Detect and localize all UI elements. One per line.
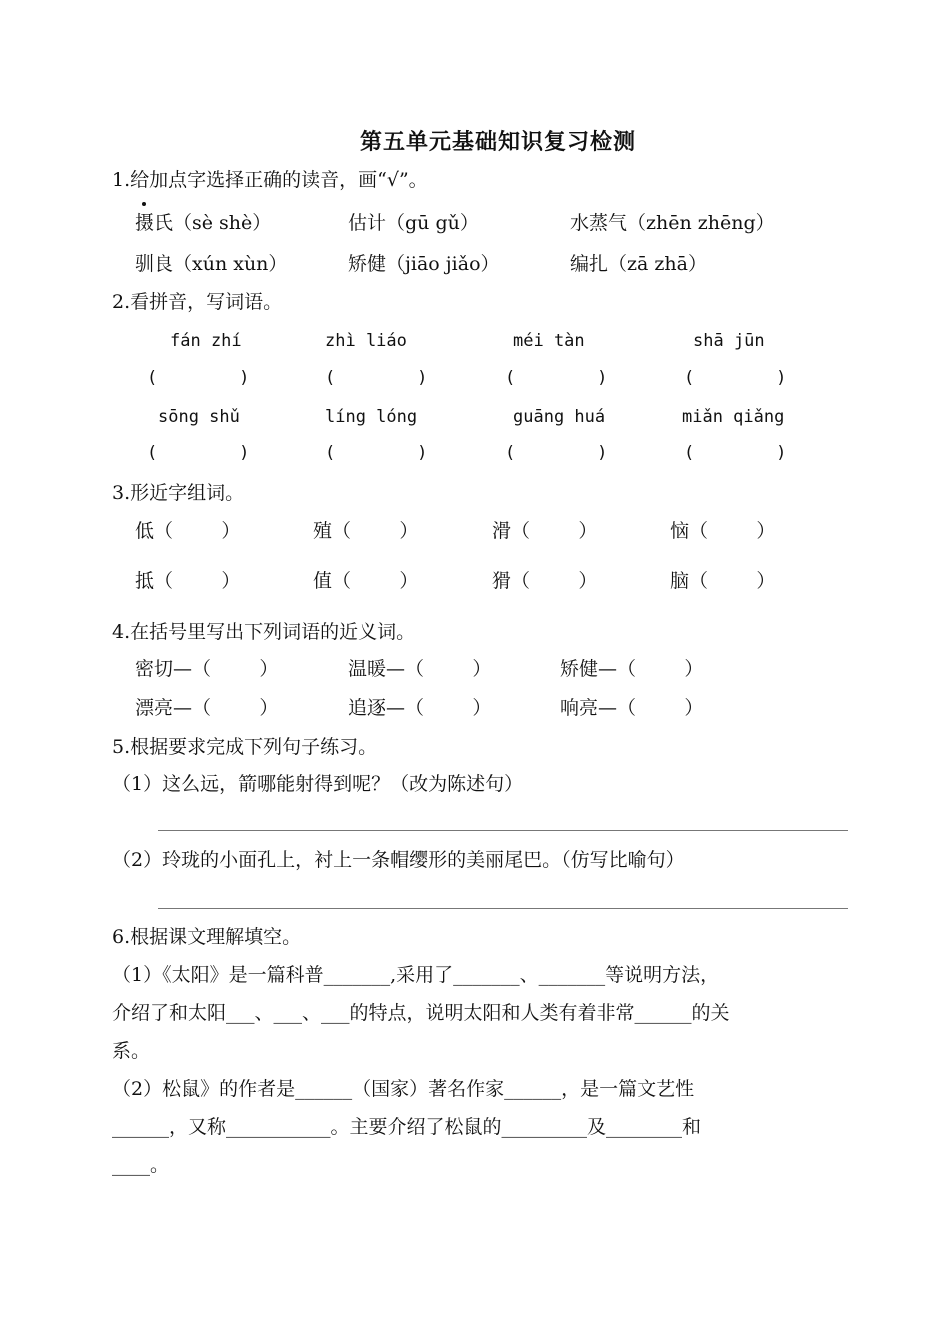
answer-blank[interactable]: ( ) bbox=[505, 443, 608, 463]
synonym-item: 矫健—（ ） bbox=[560, 658, 704, 680]
pinyin: shā jūn bbox=[693, 331, 765, 351]
q1-item: 摄氏（sè shè） bbox=[135, 212, 272, 234]
answer-line[interactable] bbox=[158, 908, 848, 909]
q6-text: （1）《太阳》是一篇科普_______,采用了_______、_______等说明方法， bbox=[112, 964, 720, 986]
char-group: 猾（ ） bbox=[492, 570, 598, 592]
q1-heading: 1.给加点字选择正确的读音，画“√”。 bbox=[112, 169, 428, 191]
q1-item: 水蒸气（zhēn zhēng） bbox=[570, 212, 775, 234]
q1-item: 矫健（jiāo jiǎo） bbox=[348, 253, 500, 275]
synonym-item: 响亮—（ ） bbox=[560, 697, 704, 719]
char-group: 殖（ ） bbox=[313, 520, 419, 542]
char-group: 低（ ） bbox=[135, 520, 241, 542]
char-group: 值（ ） bbox=[313, 570, 419, 592]
synonym-item: 密切—（ ） bbox=[135, 658, 279, 680]
char-group: 脑（ ） bbox=[670, 570, 776, 592]
q1-item: 驯良（xún xùn） bbox=[135, 253, 288, 275]
q6-text: 介绍了和太阳___、___、___的特点，说明太阳和人类有着非常______的关 bbox=[112, 1002, 730, 1024]
pinyin: sōng shǔ bbox=[158, 407, 240, 427]
answer-blank[interactable]: ( ) bbox=[325, 443, 428, 463]
q1-item: 编扎（zā zhā） bbox=[570, 253, 707, 275]
q6-text: ______，又称___________。主要介绍了松鼠的_________及________和 bbox=[112, 1116, 702, 1138]
q5-sentence: （1）这么远，箭哪能射得到呢？（改为陈述句） bbox=[112, 773, 524, 795]
synonym-item: 漂亮—（ ） bbox=[135, 697, 279, 719]
answer-blank[interactable]: ( ) bbox=[147, 443, 250, 463]
q4-heading: 4.在括号里写出下列词语的近义词。 bbox=[112, 621, 416, 643]
page-title: 第五单元基础知识复习检测 bbox=[360, 129, 637, 155]
q6-text: （2）松鼠》的作者是______（国家）著名作家______，是一篇文艺性 bbox=[112, 1078, 695, 1100]
pinyin: zhì liáo bbox=[325, 331, 407, 351]
answer-blank[interactable]: ( ) bbox=[147, 368, 250, 388]
q1-item: 估计（gū gǔ） bbox=[348, 212, 479, 234]
pinyin: guāng huá bbox=[513, 407, 606, 427]
q5-sentence: （2）玲珑的小面孔上，衬上一条帽缨形的美丽尾巴。（仿写比喻句） bbox=[112, 849, 685, 871]
answer-blank[interactable]: ( ) bbox=[505, 368, 608, 388]
q3-heading: 3.形近字组词。 bbox=[112, 482, 245, 504]
synonym-item: 追逐—（ ） bbox=[348, 697, 492, 719]
char-group: 抵（ ） bbox=[135, 570, 241, 592]
q6-heading: 6.根据课文理解填空。 bbox=[112, 926, 302, 948]
answer-blank[interactable]: ( ) bbox=[684, 443, 787, 463]
pinyin: miǎn qiǎng bbox=[682, 407, 785, 427]
pinyin: fán zhí bbox=[170, 331, 242, 351]
char-group: 滑（ ） bbox=[492, 520, 598, 542]
q6-text: ____。 bbox=[112, 1154, 170, 1176]
answer-blank[interactable]: ( ) bbox=[684, 368, 787, 388]
pinyin: líng lóng bbox=[325, 407, 418, 427]
emphasis-dot-icon bbox=[142, 202, 146, 206]
pinyin: méi tàn bbox=[513, 331, 585, 351]
answer-line[interactable] bbox=[158, 830, 848, 831]
q5-heading: 5.根据要求完成下列句子练习。 bbox=[112, 736, 378, 758]
q2-heading: 2.看拼音，写词语。 bbox=[112, 291, 283, 313]
char-group: 恼（ ） bbox=[670, 520, 776, 542]
answer-blank[interactable]: ( ) bbox=[325, 368, 428, 388]
q6-text: 系。 bbox=[112, 1040, 151, 1062]
synonym-item: 温暖—（ ） bbox=[348, 658, 492, 680]
